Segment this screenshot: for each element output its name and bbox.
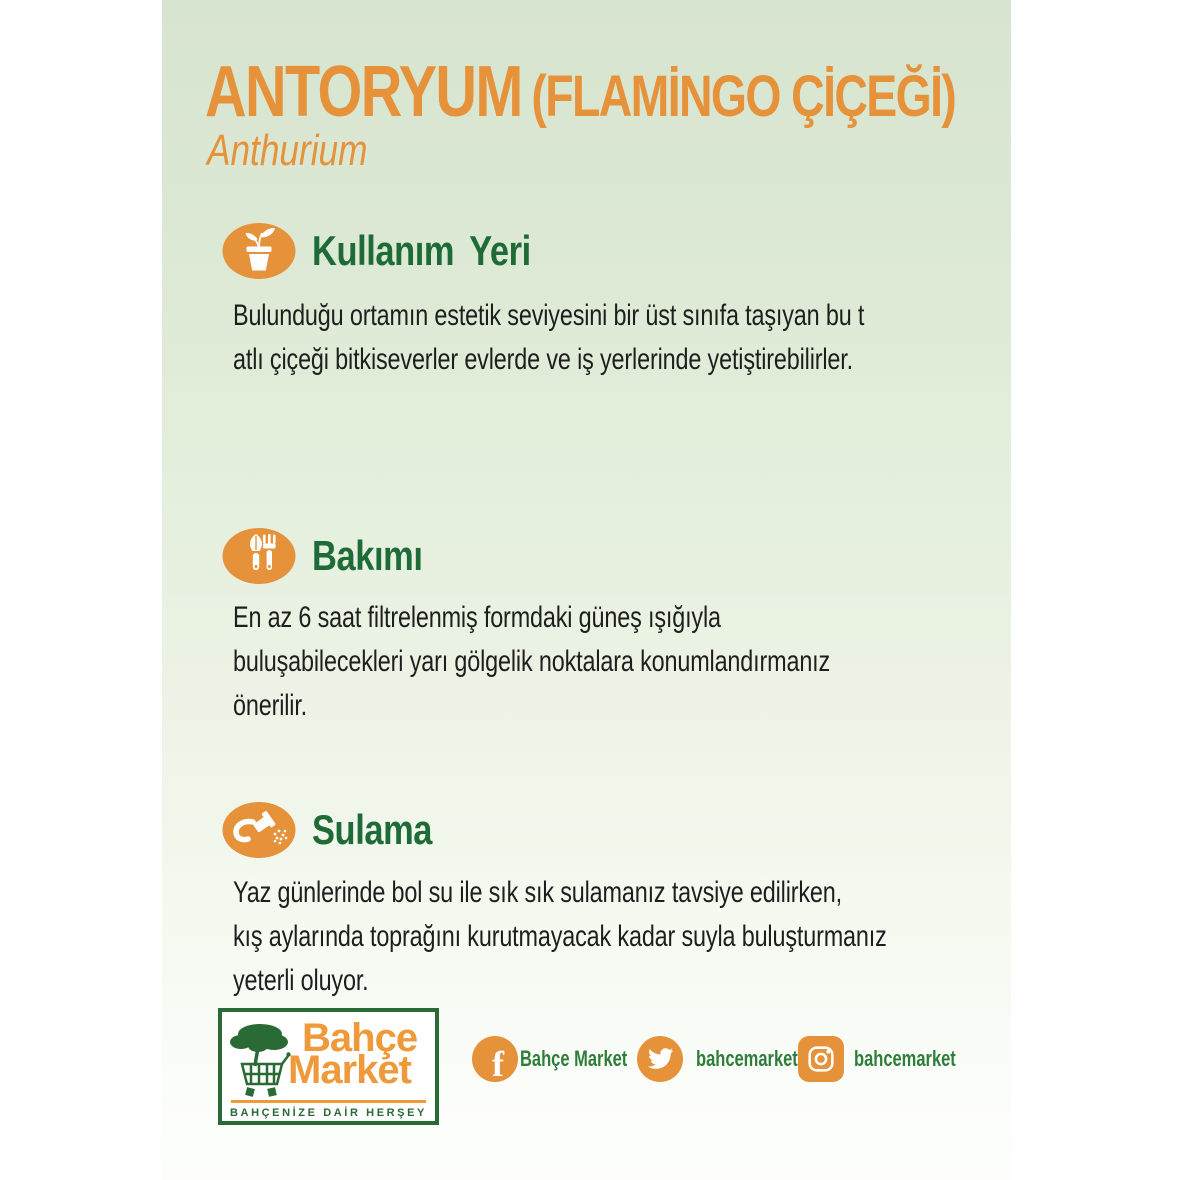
watering-icon — [222, 801, 296, 859]
plant-name-turkish: ANTORYUM — [205, 52, 522, 132]
logo-word-1: Bahçe — [302, 1016, 418, 1060]
section-watering-text — [233, 871, 887, 1003]
section-care-title: Bakımı — [312, 532, 423, 579]
card-panel — [162, 0, 1011, 1180]
text-line: atlı çiçeği bitkiseverler evlerde ve iş yerlerinde yetiştirebilirler. — [233, 343, 853, 376]
section-care-text — [233, 596, 830, 728]
logo-divider — [231, 1100, 426, 1103]
section-watering-title: Sulama — [312, 806, 433, 853]
brand-logo — [218, 1008, 439, 1125]
section-usage-title: Kullanım Yeri — [312, 227, 531, 274]
text-line: Bulunduğu ortamın estetik seviyesini bir üst sınıfa taşıyan bu t — [233, 299, 865, 332]
facebook-glyph: f — [492, 1044, 504, 1084]
page-title — [205, 52, 956, 132]
potted-plant-icon — [222, 222, 296, 280]
garden-tools-icon — [222, 527, 296, 585]
section-usage-header — [222, 222, 579, 280]
text-line: En az 6 saat filtrelenmiş formdaki güneş ışığıyla — [233, 601, 721, 634]
logo-tagline: BAHÇENİZE DAİR HERŞEY — [229, 1107, 427, 1119]
twitter-bird-glyph — [646, 1045, 674, 1073]
text-line: yeterli oluyor. — [233, 964, 369, 997]
text-line: buluşabilecekleri yarı gölgelik noktalara konumlandırmanız — [233, 645, 831, 678]
twitter-icon[interactable] — [637, 1036, 683, 1082]
twitter-handle[interactable]: bahcemarket — [696, 1046, 798, 1071]
section-usage-text — [233, 294, 864, 382]
logo-word-2: Market — [288, 1048, 411, 1092]
facebook-handle[interactable]: Bahçe Market — [520, 1046, 628, 1071]
facebook-icon[interactable] — [472, 1036, 518, 1082]
plant-name-latin: Anthurium — [207, 126, 368, 175]
section-care-header — [222, 527, 447, 585]
instagram-handle[interactable]: bahcemarket — [854, 1046, 956, 1071]
text-line: Yaz günlerinde bol su ile sık sık sulamanız tavsiye edilirken, — [233, 876, 842, 909]
section-watering-header — [222, 801, 458, 859]
instagram-camera-glyph — [804, 1042, 838, 1076]
plant-name-alt: (FLAMİNGO ÇİÇEĞİ) — [531, 64, 956, 129]
instagram-icon[interactable] — [798, 1036, 844, 1082]
text-line: kış aylarında toprağını kurutmayacak kadar suyla buluşturmanız — [233, 920, 887, 953]
text-line: önerilir. — [233, 689, 308, 722]
